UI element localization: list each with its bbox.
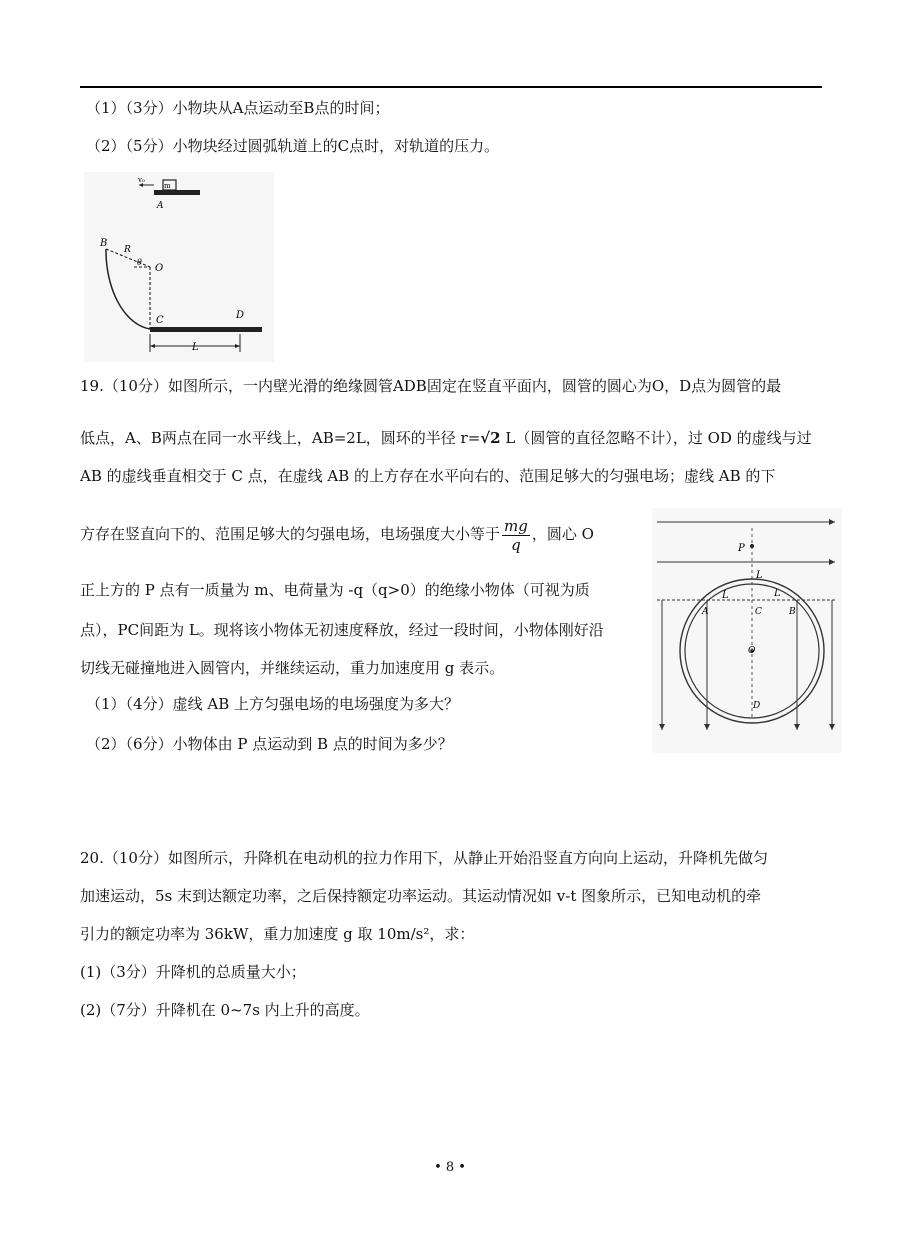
q19-line4: [80, 514, 594, 554]
q19-line1: 19.（10分）如图所示，一内壁光滑的绝缘圆管ADB固定在竖直平面内，圆管的圆心为O，D点为圆管的最: [80, 377, 782, 395]
q19-part2: （2）（6分）小物体由 P 点运动到 B 点的时间为多少？: [86, 735, 453, 753]
q19-fraction: [502, 517, 530, 554]
q18-figure: [84, 172, 274, 362]
q19-figure: [652, 508, 842, 753]
q18-label-m: m: [164, 182, 171, 190]
q19-line4-b: ，圆心 O: [531, 525, 594, 543]
q18-label-A: A: [157, 201, 164, 211]
q19-line6: 点），PC间距为 L。现将该小物体无初速度释放，经过一段时间，小物体刚好沿: [80, 621, 604, 639]
q19-label-D: D: [753, 701, 761, 711]
q19-line2: [80, 428, 812, 448]
q19-sqrt: √2: [480, 429, 501, 447]
q19-line2-a: 低点，A、B两点在同一水平线上，AB=2L，圆环的半径 r=: [80, 429, 481, 447]
q19-label-P: P: [738, 543, 745, 554]
q18-part1: （1）（3分）小物块从A点运动至B点的时间；: [86, 99, 390, 117]
q18-label-D: D: [236, 310, 245, 321]
q18-label-theta: θ: [137, 258, 142, 267]
q20-line2: 加速运动，5s 末到达额定功率，之后保持额定功率运动。其运动情况如 v-t 图象所示，已知电动机的牵: [80, 887, 762, 905]
q18-label-B: B: [100, 238, 108, 249]
q20-line1: 20.（10分）如图所示，升降机在电动机的拉力作用下，从静止开始沿竖直方向向上运动，升降机先做匀: [80, 849, 768, 867]
q19-line4-a: 方存在竖直向下的、范围足够大的匀强电场，电场强度大小等于: [80, 525, 501, 543]
q19-label-B: B: [789, 607, 796, 617]
q18-label-O: O: [155, 263, 164, 274]
q19-label-C: C: [755, 607, 762, 617]
q19-label-L3: L: [774, 588, 781, 599]
top-rule: [80, 86, 822, 88]
q19-label-O: O: [748, 646, 756, 656]
q19-line3: AB 的虚线垂直相交于 C 点，在虚线 AB 的上方存在水平向右的、范围足够大的匀强电场；虚线 AB 的下: [80, 467, 776, 485]
q19-label-L2: L: [722, 590, 729, 601]
q18-part2: （2）（5分）小物块经过圆弧轨道上的C点时，对轨道的压力。: [86, 137, 500, 155]
page-number: • 8 •: [434, 1160, 466, 1175]
q19-part1: （1）（4分）虚线 AB 上方匀强电场的电场强度为多大？: [86, 695, 459, 713]
q18-label-v0: v₀: [138, 176, 145, 184]
q19-frac-num: mg: [504, 516, 528, 535]
q19-line2-b: L（圆管的直径忽略不计），过 OD 的虚线与过: [500, 429, 812, 447]
q20-part2: (2)（7分）升降机在 0~7s 内上升的高度。: [80, 1001, 370, 1019]
q19-line7: 切线无碰撞地进入圆管内，并继续运动，重力加速度用 g 表示。: [80, 659, 505, 677]
q18-label-L: L: [192, 342, 199, 353]
q19-line5: 正上方的 P 点有一质量为 m、电荷量为 -q（q>0）的绝缘小物体（可视为质: [80, 581, 590, 599]
q20-part1: (1)（3分）升降机的总质量大小；: [80, 963, 306, 981]
q19-label-A: A: [702, 607, 709, 617]
q18-label-R: R: [124, 245, 131, 255]
q20-line3: 引力的额定功率为 36kW，重力加速度 g 取 10m/s²，求：: [80, 925, 475, 943]
q19-frac-den: q: [511, 535, 521, 554]
q19-label-L1: L: [756, 570, 763, 581]
q18-label-C: C: [156, 315, 164, 326]
